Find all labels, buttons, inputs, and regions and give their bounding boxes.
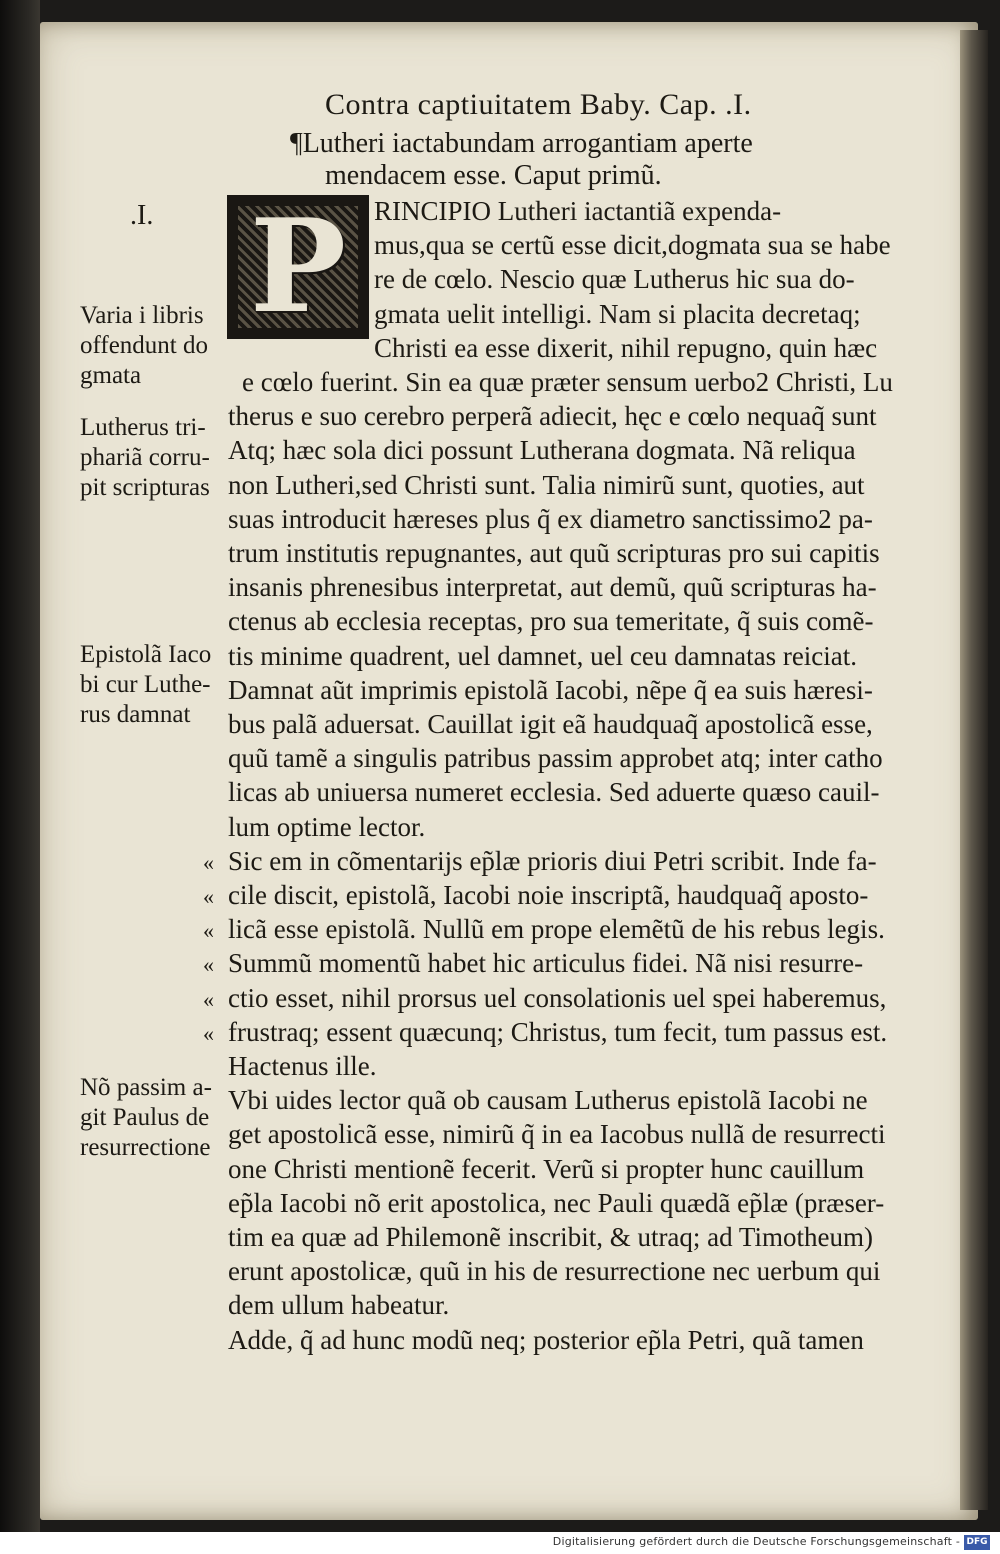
margin-note-line: offendunt do [80,332,208,359]
text-line: licas ab uniuersa numeret ecclesia. Sed aduerte quæso cauil- [228,777,880,808]
text-line: gmata uelit intelligi. Nam si placita decretaq; [374,298,861,329]
text-line: tis minime quadrent, uel damnet, uel ceu damnatas reiciat. [228,640,858,671]
margin-note-line: Lutherus tri- [80,414,206,441]
text-line: lum optime lector. [228,811,426,842]
text-line: RINCIPIO Lutheri iactantiã expenda- [374,196,782,226]
page-edge-shadow [960,30,988,1510]
text-line: Adde, q̃ ad hunc modũ neq; posterior ep̃la Petri, quã tamen [228,1324,864,1355]
text-line: e cœlo fuerint. Sin ea quæ præter sensum uerbo2 Christi, Lu [242,367,893,397]
text-line: ctio esset, nihil prorsus uel consolationis uel spei haberemus, [228,982,887,1013]
text-line: Hactenus ille. [228,1051,377,1081]
text-line: Christi ea esse dixerit, nihil repugno, quin hæc [374,332,878,363]
footer-bar [0,1532,1000,1554]
text-line: get apostolicã esse, nimirũ q̃ in ea Iacobus nullã de resurrecti [228,1119,886,1150]
dfg-logo: DFG [964,1535,990,1550]
margin-note-line: Epistolã Iaco [80,641,212,668]
quote-mark: « [203,884,214,909]
text-line: Summũ momentũ habet hic articulus fidei. Nã nisi resurre- [228,948,864,979]
quote-mark: « [203,986,214,1012]
text-line: suas introducit hæreses plus q̃ ex diametro sanctissimo2 pa- [228,503,873,534]
text-line: licã esse epistolã. Nullũ em prope elemẽtũ de his rebus legis. [228,914,885,945]
text-line: non Lutheri,sed Christi sunt. Talia nimirũ sunt, quoties, aut [228,469,865,500]
text-line: erunt apostolicæ, quũ in his de resurrectione nec uerbum qui [228,1256,881,1287]
footer-credit: Digitalisierung gefördert durch die Deutsche Forschungsgemeinschaft - [552,1535,960,1548]
text-line: ctenus ab ecclesia receptas, pro sua temeritate, q̃ suis comẽ- [228,606,874,637]
scan-background-left [0,0,40,1554]
text-line: cile discit, epistolã, Iacobi noie inscriptã, haudquaq̃ aposto- [228,880,869,910]
text-line: frustraq; essent quæcunq; Christus, tum fecit, tum passus est. [228,1016,888,1047]
quote-mark: « [203,849,214,875]
margin-note-line: bi cur Luthe- [80,671,211,698]
text-line: re de cœlo. Nescio quæ Lutherus hic sua do- [374,264,855,295]
text-line: Atq; hæc sola dici possunt Lutherana dogmata. Nã reliqua [228,435,856,466]
text-line: Sic em in cõmentarijs ep̃læ prioris diui Petri scribit. Inde fa- [228,845,877,876]
chapter-heading-line-1: ¶Lutheri iactabundam arrogantiam aperte [290,128,753,159]
text-line: therus e suo cerebro perperã adiecit, hęc e cœlo nequaq̃ sunt [228,401,877,432]
text-line: ep̃la Iacobi nõ erit apostolica, nec Pauli quædã ep̃læ (præser- [228,1187,885,1218]
margin-note-line: resurrectione [80,1134,211,1161]
text-line: bus palã aduersat. Cauillat igit eã haudquaq̃ apostolicã esse, [228,709,873,739]
text-line: insanis phrenesibus interpretat, aut demũ, quũ scripturas ha- [228,572,877,603]
chapter-heading-line-2: mendacem esse. Caput primũ. [325,160,662,191]
running-header: Contra captiuitatem Baby. Cap. .I. [325,88,752,121]
text-line: one Christi mentionẽ fecerit. Verũ si propter hunc cauillum [228,1153,865,1184]
text-line: tim ea quæ ad Philemonẽ inscribit, & utraq; ad Timotheum) [228,1222,873,1252]
margin-note-line: Varia i libris [80,302,204,329]
text-line: trum institutis repugnantes, aut quũ scripturas pro sui capitis [228,538,880,568]
margin-note-line: rus damnat [80,701,191,728]
margin-note-line: phariã corru- [80,444,210,471]
quote-mark: « [203,952,214,978]
text-line: dem ullum habeatur. [228,1290,450,1321]
text-line: mus,qua se certũ esse dicit,dogmata sua se habe [374,230,891,261]
text-line: Vbi uides lector quã ob causam Lutherus epistolã Iacobi ne [228,1085,868,1116]
text-line: quũ tamẽ a singulis patribus passim approbet atq; inter catho [228,743,883,774]
quote-mark: « [203,918,214,944]
decorated-initial [230,192,366,342]
margin-note-line: Nõ passim a- [80,1074,212,1101]
quote-mark: « [203,1020,214,1046]
margin-note-line: pit scripturas [80,474,210,501]
margin-note-line: git Paulus de [80,1104,210,1131]
section-number: .I. [130,200,154,231]
text-line: Damnat aũt imprimis epistolã Iacobi, nẽpe q̃ ea suis hæresi- [228,674,873,705]
initial-letter: P [249,192,347,342]
margin-note-line: gmata [80,362,142,389]
